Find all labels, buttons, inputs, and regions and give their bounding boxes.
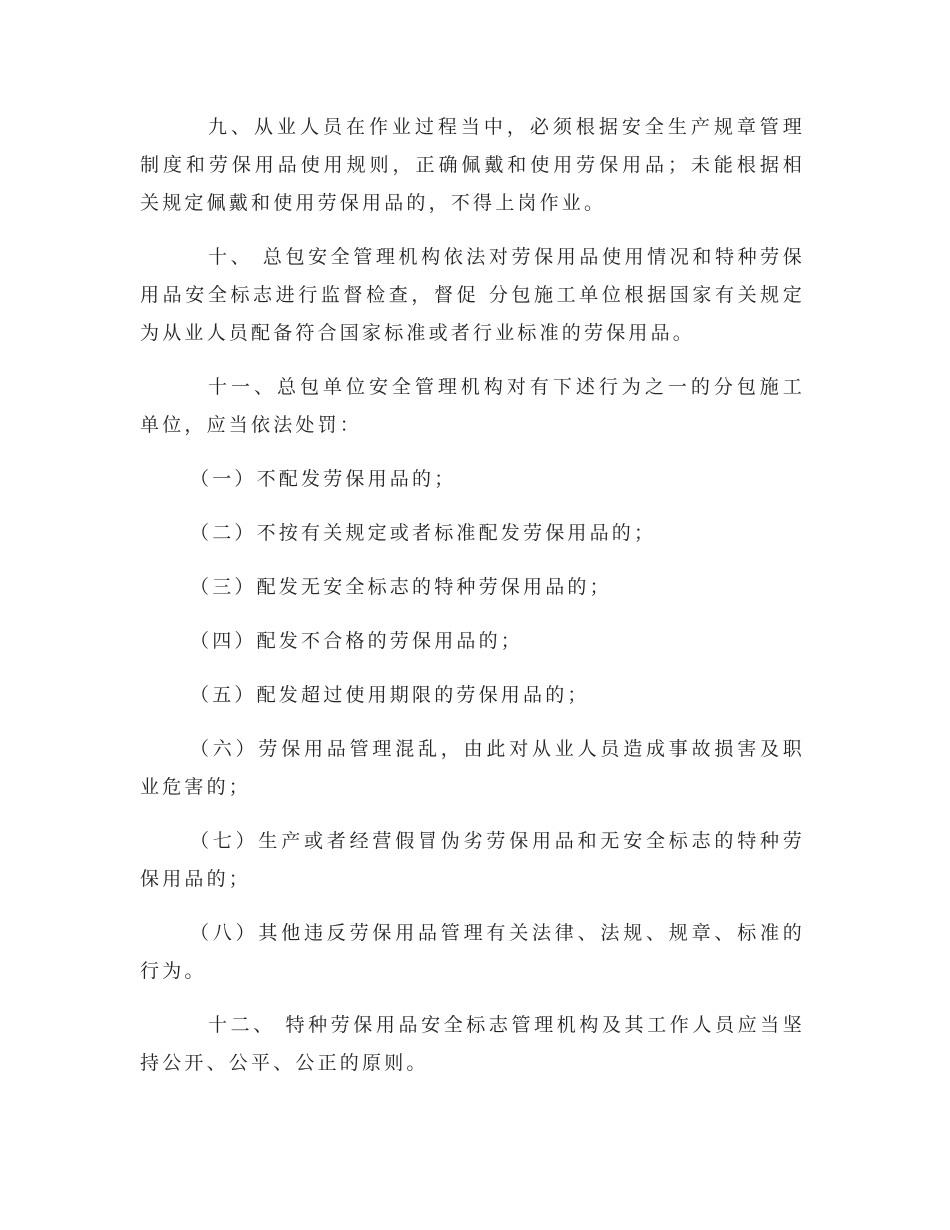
list-item-7: （七）生产或者经营假冒伪劣劳保用品和无安全标志的特种劳保用品的；	[140, 830, 805, 890]
paragraph-11: 十一、总包单位安全管理机构对有下述行为之一的分包施工单位，应当依法处罚：	[140, 376, 805, 436]
list-item-4: （四）配发不合格的劳保用品的；	[190, 630, 524, 652]
list-item-8: （八）其他违反劳保用品管理有关法律、法规、规章、标准的行为。	[140, 922, 805, 982]
list-item-1: （一）不配发劳保用品的；	[190, 468, 457, 490]
paragraph-10: 十、 总包安全管理机构依法对劳保用品使用情况和特种劳保用品安全标志进行监督检查，督促 分包施工单位根据国家有关规定为从业人员配备符合国家标准或者行业标准的劳保用品。	[140, 246, 805, 344]
list-item-6: （六）劳保用品管理混乱，由此对从业人员造成事故损害及职业危害的；	[140, 738, 805, 798]
document-body	[140, 108, 805, 1098]
list-item-5: （五）配发超过使用期限的劳保用品的；	[190, 684, 590, 706]
list-item-3: （三）配发无安全标志的特种劳保用品的；	[190, 576, 612, 598]
list-item-2: （二）不按有关规定或者标准配发劳保用品的；	[190, 522, 657, 544]
paragraph-9: 九、从业人员在作业过程当中，必须根据安全生产规章管理制度和劳保用品使用规则，正确佩戴和使用劳保用品；未能根据相关规定佩戴和使用劳保用品的，不得上岗作业。	[140, 116, 805, 214]
paragraph-12: 十二、 特种劳保用品安全标志管理机构及其工作人员应当坚持公开、公平、公正的原则。	[140, 1014, 805, 1074]
